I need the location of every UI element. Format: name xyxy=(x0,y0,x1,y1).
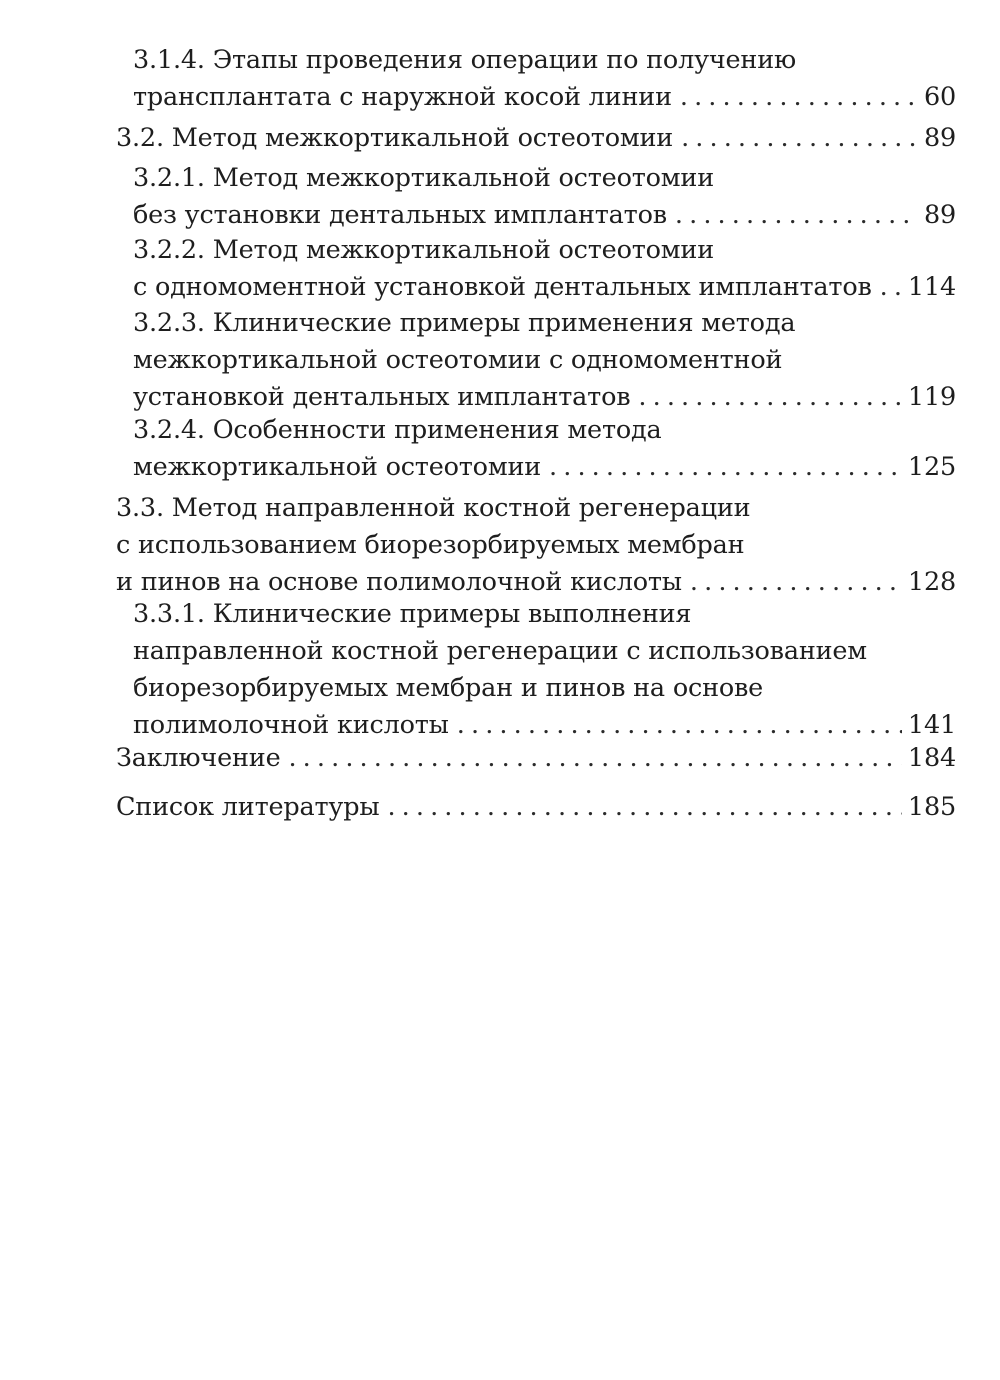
toc-entry-title-line: 3.2.2. Метод межкортикальной остеотомии xyxy=(133,235,715,265)
toc-entry-title-line: 3.2. Метод межкортикальной остеотомии xyxy=(116,123,674,153)
toc-entry-leader-line xyxy=(133,707,956,744)
toc-entry-page-number: 185 xyxy=(907,792,956,822)
dot-leader xyxy=(880,269,902,306)
dot-leader xyxy=(549,449,902,486)
toc-entry-leader-line xyxy=(116,789,956,826)
toc-entry-page-number: 119 xyxy=(907,382,956,412)
toc-entry-3-3-1 xyxy=(133,596,956,744)
toc-entry-3-1-4 xyxy=(133,42,956,116)
toc-entry-page-number: 114 xyxy=(907,272,956,302)
toc-entry-page-number: 89 xyxy=(923,200,956,230)
toc-entry-title-line: с использованием биорезорбируемых мембран xyxy=(116,530,745,560)
toc-entry-leader-line xyxy=(116,120,956,157)
toc-entry-title-line: 3.2.1. Метод межкортикальной остеотомии xyxy=(133,163,715,193)
toc-entry-title-line: 3.3.1. Клинические примеры выполнения xyxy=(133,599,692,629)
toc-entry-leader-line xyxy=(133,379,956,416)
toc-entry-title-line: межкортикальной остеотомии xyxy=(133,452,542,482)
dot-leader xyxy=(675,197,918,234)
toc-entry-leader-line xyxy=(133,269,956,306)
toc-entry-3-2-4 xyxy=(133,412,956,486)
toc-entry-page-number: 128 xyxy=(907,567,956,597)
toc-entry-title-line: 3.2.3. Клинические примеры применения метода xyxy=(133,308,796,338)
toc-entry-title-line: 3.1.4. Этапы проведения операции по получению xyxy=(133,45,797,75)
toc-entry-title-line: направленной костной регенерации с использованием xyxy=(133,636,867,666)
toc-entry-page-number: 125 xyxy=(907,452,956,482)
dot-leader xyxy=(680,79,918,116)
toc-entry-title-line: 3.2.4. Особенности применения метода xyxy=(133,415,662,445)
toc-entry-title-line: Заключение xyxy=(116,743,281,773)
toc-entry-3-3 xyxy=(116,490,956,601)
toc-entry-title-line: и пинов на основе полимолочной кислоты xyxy=(116,567,682,597)
toc-entry-leader-line xyxy=(133,79,956,116)
toc-entry-title-line: Список литературы xyxy=(116,792,380,822)
dot-leader xyxy=(638,379,902,416)
dot-leader xyxy=(387,789,901,826)
toc-entry-leader-line xyxy=(116,740,956,777)
toc-entry-title-line: биорезорбируемых мембран и пинов на основе xyxy=(133,673,764,703)
toc-entry-title-line: с одномоментной установкой дентальных имплантатов xyxy=(133,272,872,302)
dot-leader xyxy=(288,740,901,777)
toc-entry-3-2 xyxy=(116,120,956,157)
toc-entry-leader-line xyxy=(133,449,956,486)
toc-entry-page-number: 184 xyxy=(907,743,956,773)
toc-entry-3-2-1 xyxy=(133,160,956,234)
toc-entry-references xyxy=(116,789,956,826)
toc-entry-title-line: установкой дентальных имплантатов xyxy=(133,382,631,412)
toc-entry-leader-line xyxy=(133,197,956,234)
toc-entry-page-number: 89 xyxy=(923,123,956,153)
dot-leader xyxy=(681,120,918,157)
toc-entry-conclusion xyxy=(116,740,956,777)
toc-entry-title-line: 3.3. Метод направленной костной регенерации xyxy=(116,493,751,523)
dot-leader xyxy=(457,707,902,744)
toc-entry-title-line: межкортикальной остеотомии с одномоментной xyxy=(133,345,783,375)
toc-entry-3-2-3 xyxy=(133,305,956,416)
toc-entry-title-line: трансплантата с наружной косой линии xyxy=(133,82,672,112)
toc-entry-page-number: 60 xyxy=(923,82,956,112)
toc-entry-title-line: полимолочной кислоты xyxy=(133,710,449,740)
toc-entry-3-2-2 xyxy=(133,232,956,306)
toc-entry-page-number: 141 xyxy=(907,710,956,740)
toc-entry-title-line: без установки дентальных имплантатов xyxy=(133,200,667,230)
